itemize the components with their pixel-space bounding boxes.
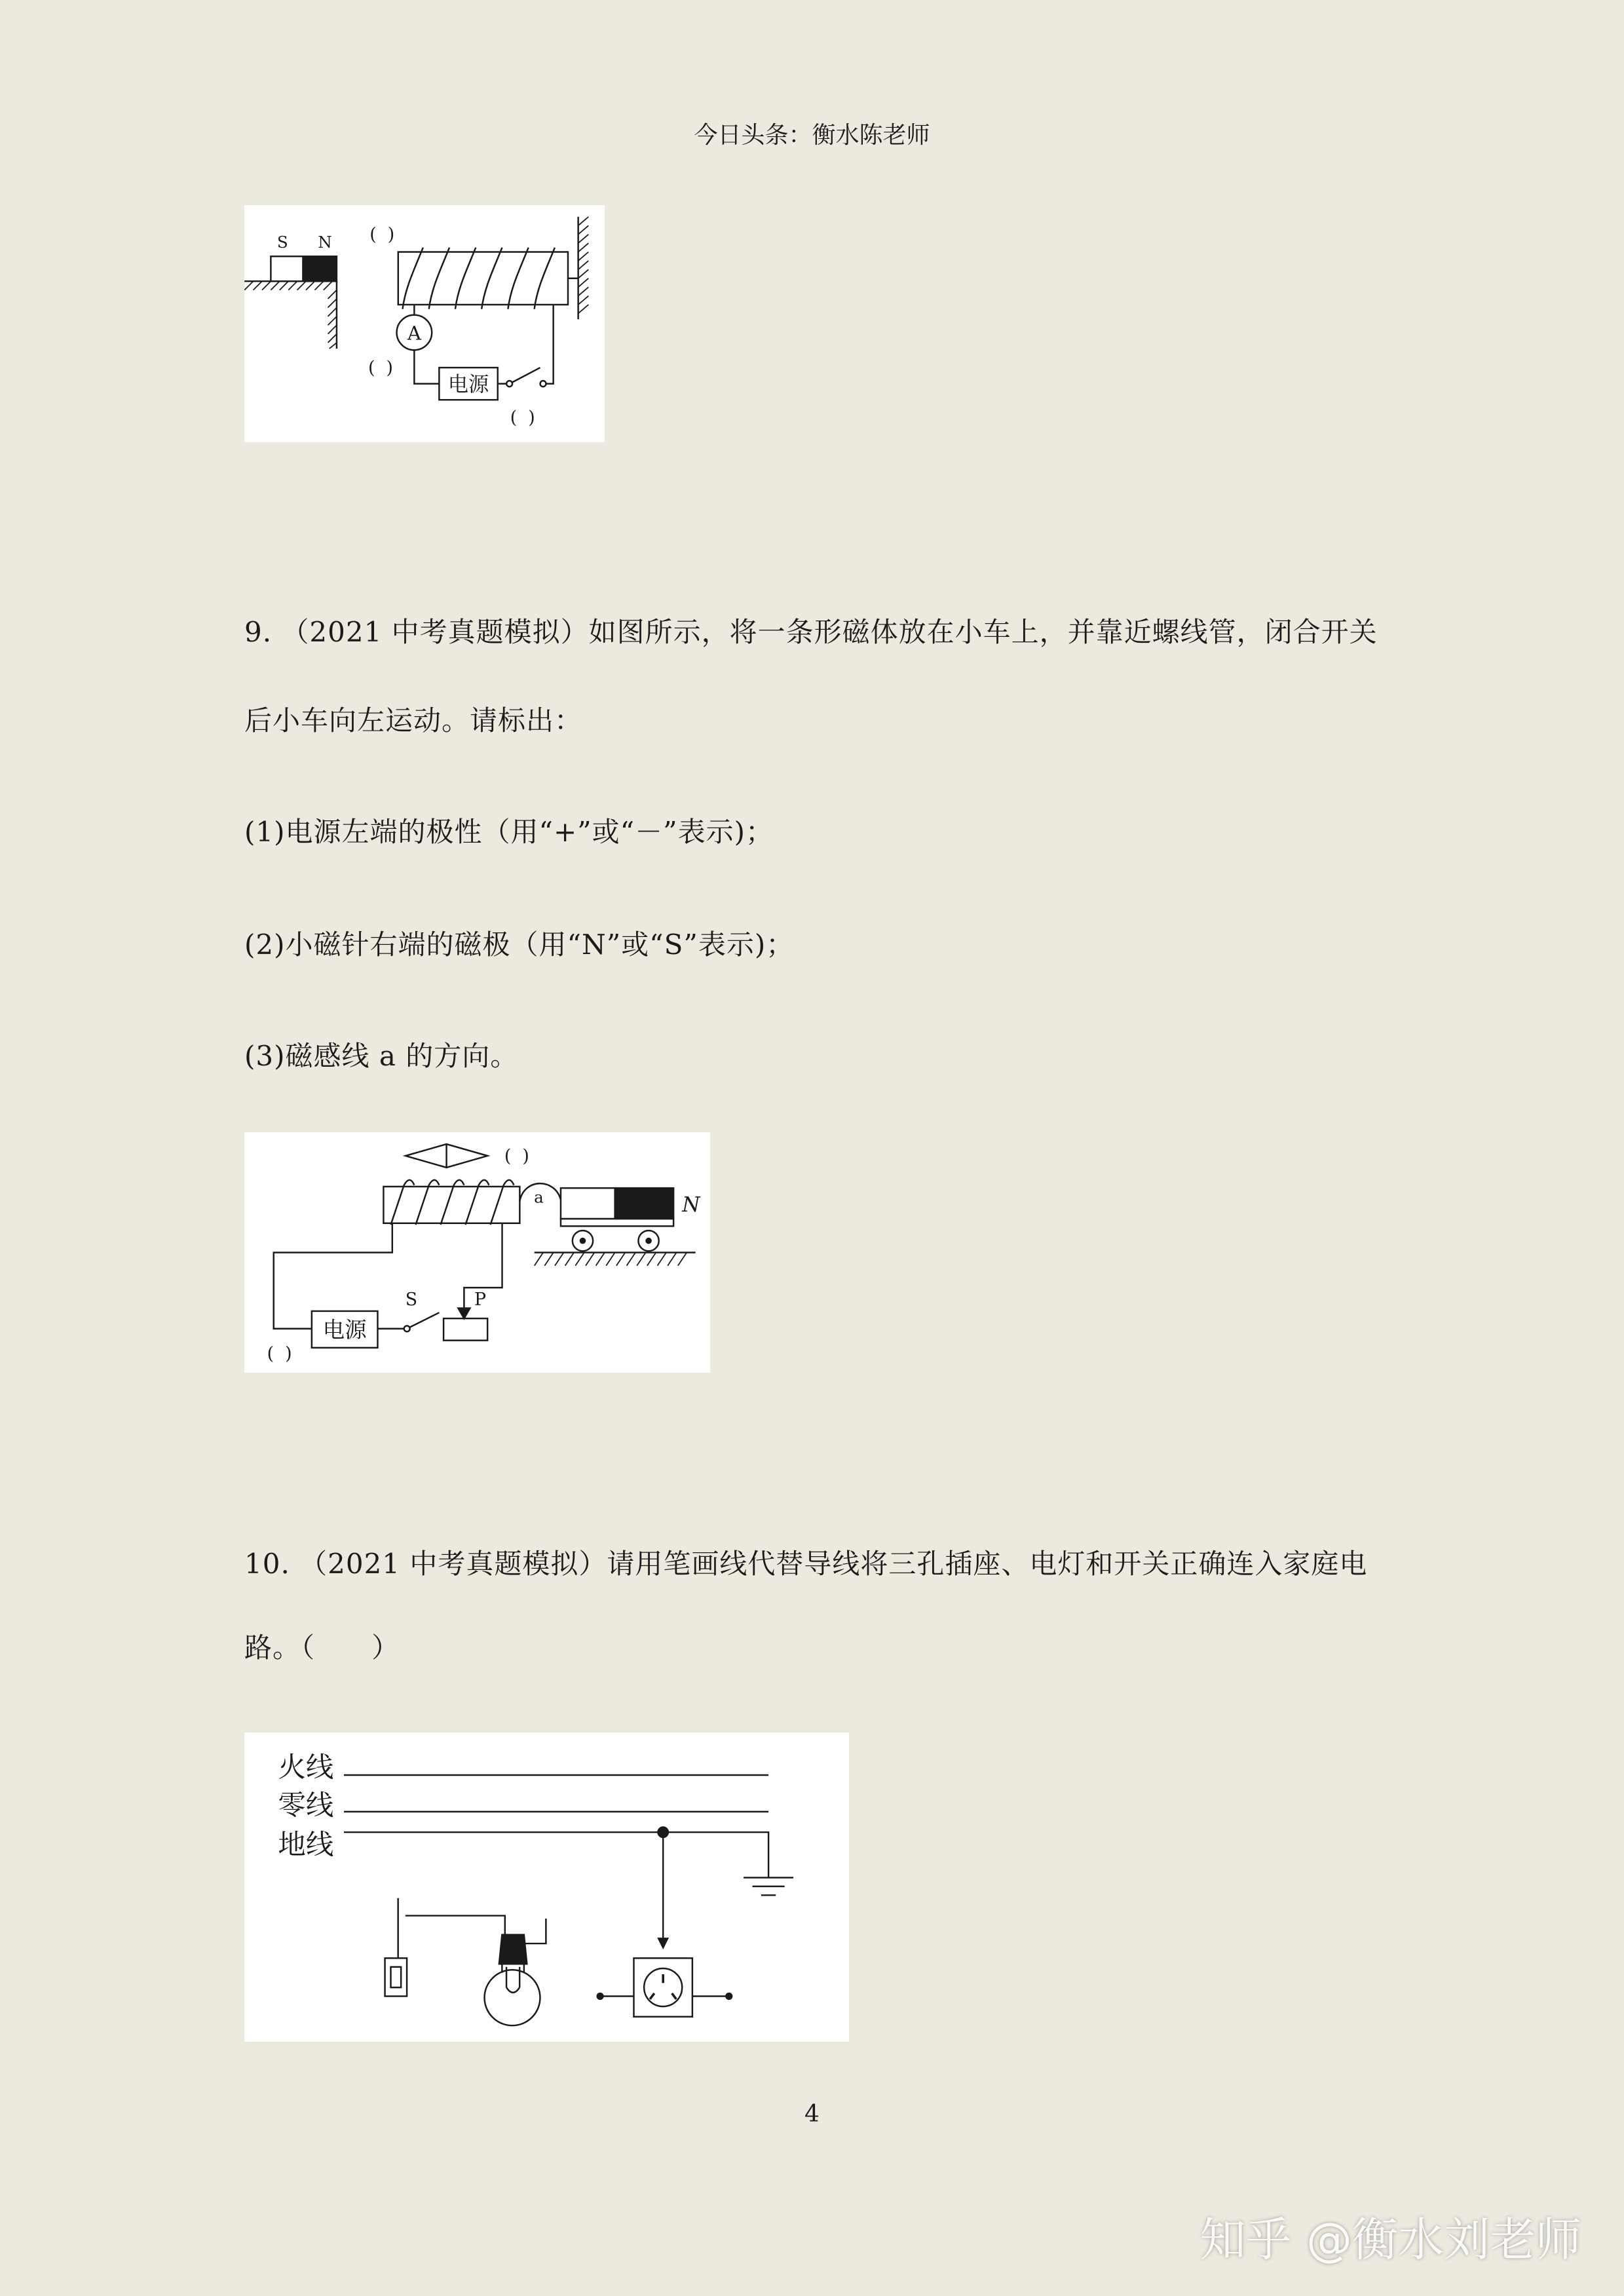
right-wall (578, 217, 589, 319)
field-line-label: a (534, 1187, 544, 1207)
magnet-north-half (303, 256, 337, 281)
cart-with-magnet (561, 1188, 673, 1251)
socket-terminal-right (725, 1993, 732, 2000)
q9-item-3: (3)磁感线 a 的方向。 (244, 1040, 519, 1072)
magnet-south-half (271, 256, 303, 281)
switch-contact (540, 381, 546, 387)
ledge-edge (244, 281, 337, 349)
figure-2 (244, 1132, 710, 1373)
figure-3-svg (244, 1732, 849, 2042)
wall-switch (385, 1958, 407, 1996)
circuit (274, 1223, 502, 1348)
lamp-bulb (485, 1970, 540, 2025)
junction-dot (657, 1826, 669, 1838)
neutral-wire-label: 零线 (278, 1789, 334, 1822)
ground-hatching (535, 1253, 687, 1266)
compass-needle (406, 1144, 487, 1168)
ground-wire-label: 地线 (278, 1829, 334, 1862)
switch-pivot (404, 1326, 410, 1331)
ledge-hatching (244, 281, 337, 349)
page-number: 4 (804, 2101, 820, 2128)
blank-power-left: ( ) (267, 1343, 292, 1364)
q9-item-2: (2)小磁针右端的磁极（用“N”或“S”表示)； (244, 928, 795, 961)
figure-1 (244, 205, 605, 442)
bar-magnet (271, 256, 337, 281)
ground (535, 1253, 696, 1266)
magnet-s-label: S (276, 232, 288, 252)
q9-item-1: (1)电源左端的极性（用“+”或“－”表示)； (244, 816, 774, 848)
wheel-axle-left (580, 1238, 585, 1243)
live-wire-label: 火线 (278, 1751, 334, 1784)
switch-pivot (506, 381, 512, 387)
power-label: 电源 (322, 1317, 367, 1343)
watermark: 知乎 @衡水刘老师 (1199, 2213, 1581, 2267)
switch-blade (410, 1312, 440, 1327)
slider-label: P (474, 1289, 487, 1310)
rheostat (444, 1318, 487, 1341)
magnet-n-label: N (318, 232, 332, 252)
solenoid-coils (402, 248, 554, 309)
figure-2-svg (244, 1132, 710, 1373)
blank-left: ( ) (368, 357, 393, 378)
page-header: 今日头条：衡水陈老师 (694, 122, 930, 149)
cart-platform (561, 1219, 673, 1226)
figure-1-svg (244, 205, 605, 442)
socket-frame (633, 1958, 692, 2016)
power-label: 电源 (447, 372, 489, 396)
wheel-axle-right (647, 1238, 651, 1243)
ledge (244, 281, 337, 349)
magnet-n-label: N (682, 1193, 700, 1217)
q10-line-2: 路。（ ） (244, 1632, 400, 1664)
blank-bottom: ( ) (510, 407, 535, 428)
q9-line-2: 后小车向左运动。请标出： (244, 704, 583, 737)
switch-label: S (405, 1289, 418, 1310)
socket-terminal-left (596, 1993, 603, 2000)
switch-blade (512, 368, 540, 382)
blank-needle: ( ) (504, 1145, 529, 1166)
magnet-south-half (561, 1188, 615, 1219)
figure-3 (244, 1732, 849, 2042)
q9-line-1: 9. （2021 中考真题模拟）如图所示，将一条形磁体放在小车上，并靠近螺线管，闭合开关 (244, 616, 1378, 648)
three-hole-socket (600, 1958, 729, 2016)
lamp-holder (499, 1935, 527, 1964)
blank-top: ( ) (369, 224, 395, 245)
lead-arrow (657, 1938, 669, 1949)
switch-and-lamp (385, 1898, 546, 2025)
solenoid (398, 248, 578, 309)
wall-hatching (578, 217, 589, 313)
slider-arrow (458, 1308, 470, 1318)
ground-wire (344, 1832, 768, 1877)
ammeter-label: A (407, 322, 421, 345)
earth-symbol (744, 1877, 793, 1895)
magnet-north-half (615, 1188, 673, 1219)
q10-line-1: 10. （2021 中考真题模拟）请用笔画线代替导线将三孔插座、电灯和开关正确连入家庭电 (244, 1548, 1368, 1580)
